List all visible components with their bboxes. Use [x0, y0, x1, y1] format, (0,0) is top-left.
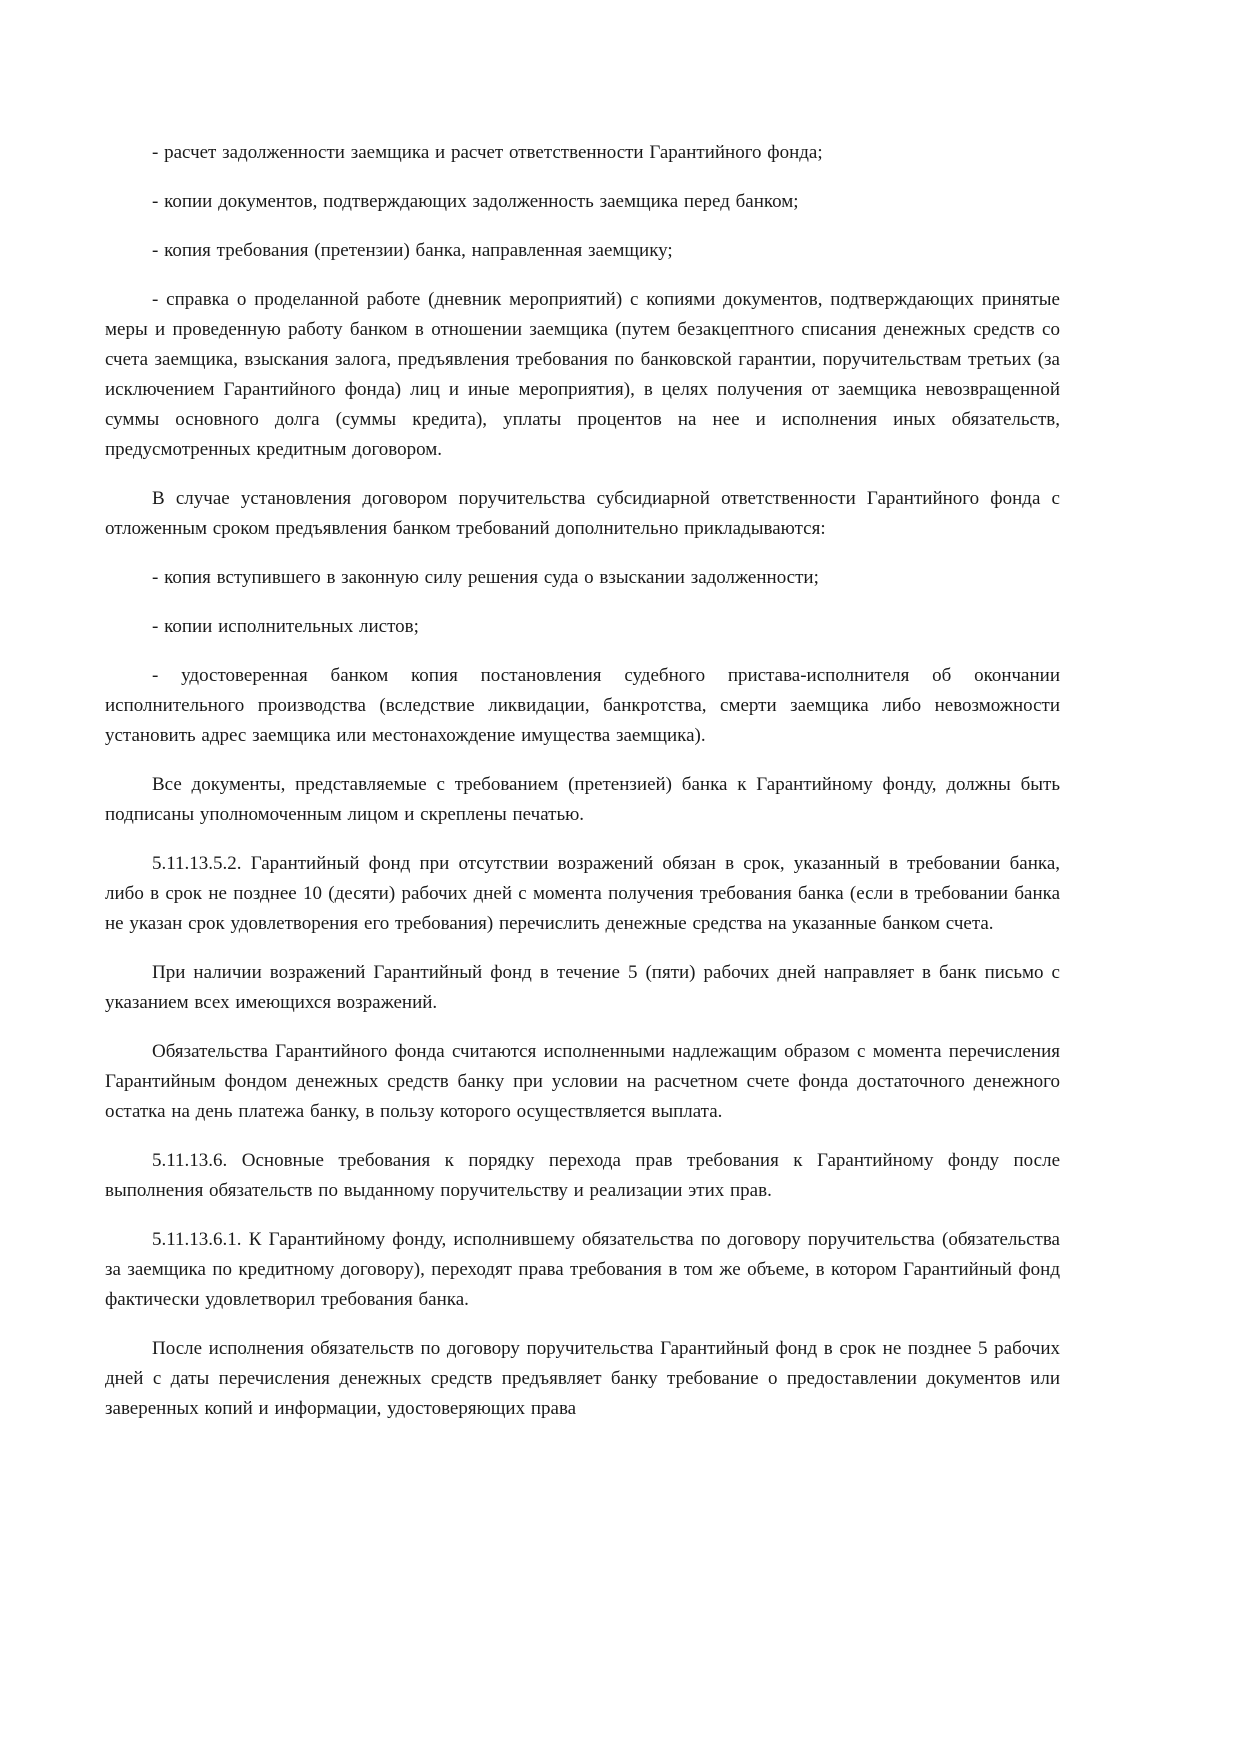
list-item-paragraph: - копия вступившего в законную силу решения суда о взыскании задолженности;	[152, 567, 819, 588]
paragraph: После исполнения обязательств по договору поручительства Гарантийный фонд в срок не позднее 5 рабочих дней с даты перечисления денежных средств предъявляет банку требование о предоставлении документов или заверенных копий и информации, удостоверяющих права	[105, 1338, 1060, 1419]
clause-paragraph: 5.11.13.6. Основные требования к порядку перехода прав требования к Гарантийному фонду после выполнения обязательств по выданному поручительству и реализации этих прав.	[105, 1150, 1060, 1201]
paragraph: При наличии возражений Гарантийный фонд в течение 5 (пяти) рабочих дней направляет в банк письмо с указанием всех имеющихся возражений.	[105, 962, 1060, 1013]
list-item-paragraph: - копии исполнительных листов;	[152, 616, 419, 637]
list-item-paragraph: - справка о проделанной работе (дневник мероприятий) с копиями документов, подтверждающих принятые меры и проведенную работу банком в отношении заемщика (путем безакцептного списания денежных средств со счета заемщика, взыскания залога, предъявления требования по банковской гарантии, поручительствам третьих (за исключением Гарантийного фонда) лиц и иные мероприятия), в целях получения от заемщика невозвращенной суммы основного долга (суммы кредита), уплаты процентов на нее и исполнения иных обязательств, предусмотренных кредитным договором.	[105, 289, 1060, 460]
paragraph: В случае установления договором поручительства субсидиарной ответственности Гарантийного фонда с отложенным сроком предъявления банком требований дополнительно прикладываются:	[105, 488, 1060, 539]
clause-paragraph: 5.11.13.5.2. Гарантийный фонд при отсутствии возражений обязан в срок, указанный в требовании банка, либо в срок не позднее 10 (десяти) рабочих дней с момента получения требования банка (если в требовании банка не указан срок удовлетворения его требования) перечислить денежные средства на указанные банком счета.	[105, 853, 1060, 934]
clause-paragraph: 5.11.13.6.1. К Гарантийному фонду, исполнившему обязательства по договору поручительства (обязательства за заемщика по кредитному договору), переходят права требования в том же объеме, в котором Гарантийный фонд фактически удовлетворил требования банка.	[105, 1229, 1060, 1310]
list-item-paragraph: - копия требования (претензии) банка, направленная заемщику;	[152, 240, 673, 261]
list-item-paragraph: - удостоверенная банком копия постановления судебного пристава-исполнителя об окончании исполнительного производства (вследствие ликвидации, банкротства, смерти заемщика либо невозможности установить адрес заемщика или местонахождение имущества заемщика).	[105, 665, 1060, 746]
paragraph: Обязательства Гарантийного фонда считаются исполненными надлежащим образом с момента перечисления Гарантийным фондом денежных средств банку при условии на расчетном счете фонда достаточного денежного остатка на день платежа банку, в пользу которого осуществляется выплата.	[105, 1041, 1060, 1122]
list-item-paragraph: - расчет задолженности заемщика и расчет ответственности Гарантийного фонда;	[152, 142, 823, 163]
paragraph: Все документы, представляемые с требованием (претензией) банка к Гарантийному фонду, должны быть подписаны уполномоченным лицом и скреплены печатью.	[105, 774, 1060, 825]
list-item-paragraph: - копии документов, подтверждающих задолженность заемщика перед банком;	[152, 191, 799, 212]
